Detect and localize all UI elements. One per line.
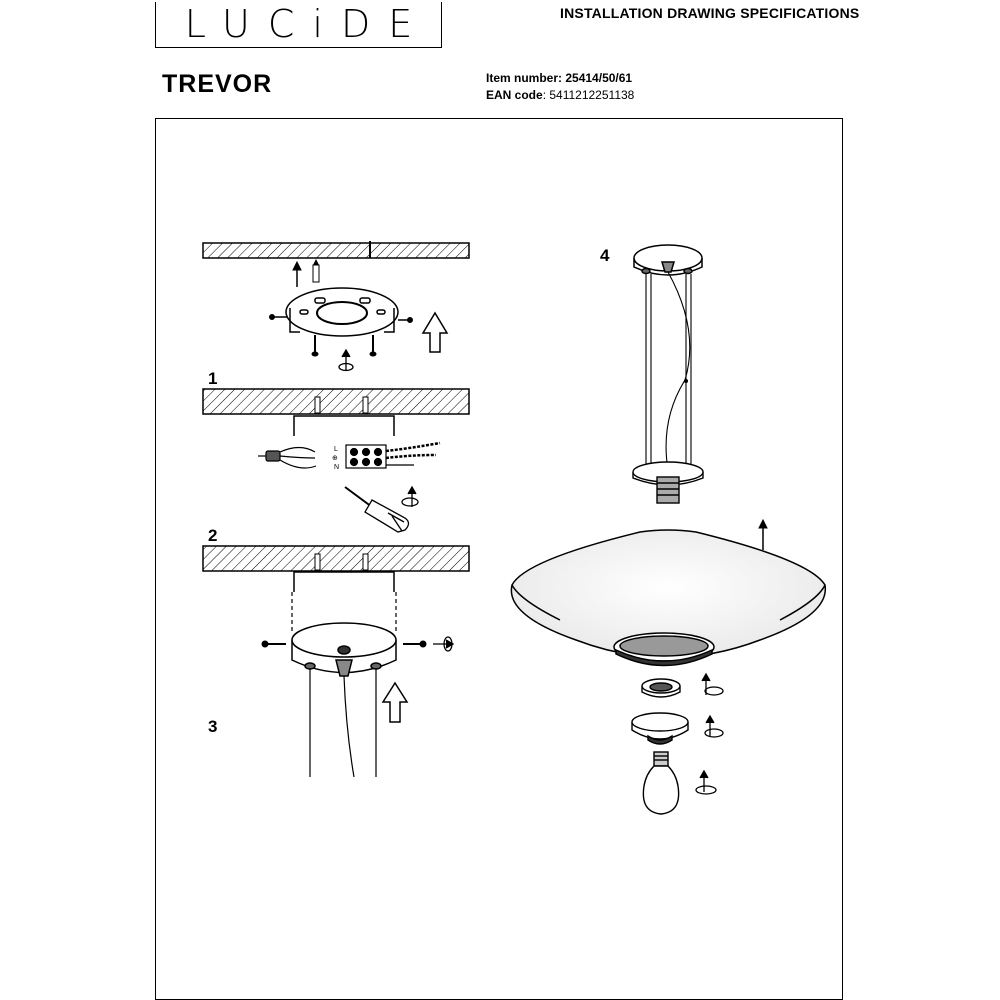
light-bulb-icon bbox=[643, 752, 678, 814]
step-number-4: 4 bbox=[600, 246, 610, 265]
ean-code-line: EAN code: 5411212251138 bbox=[486, 88, 635, 102]
ceiling-canopy bbox=[292, 623, 396, 676]
step-number-1: 1 bbox=[208, 369, 218, 388]
item-number-value: 25414/50/61 bbox=[565, 71, 633, 85]
rotate-icon bbox=[705, 716, 723, 737]
rotate-icon bbox=[339, 350, 353, 371]
rotate-icon bbox=[433, 637, 453, 651]
step-3-illustration bbox=[203, 546, 469, 777]
step-4-illustration bbox=[511, 245, 825, 814]
ceiling-section bbox=[203, 243, 469, 258]
mains-wires bbox=[258, 448, 316, 469]
rotate-icon bbox=[696, 771, 716, 794]
ceiling-section bbox=[203, 546, 469, 571]
item-number-label: Item number bbox=[486, 71, 559, 85]
ceiling-canopy bbox=[634, 245, 702, 275]
terminal-block bbox=[346, 445, 386, 468]
large-up-arrow-icon bbox=[383, 683, 407, 722]
rotate-icon bbox=[702, 674, 723, 695]
step-2-illustration bbox=[203, 389, 469, 532]
ean-code-value: 5411212251138 bbox=[549, 88, 635, 102]
rotate-icon bbox=[402, 487, 418, 507]
live-label: L bbox=[334, 446, 338, 453]
document-title: INSTALLATION DRAWING SPECIFICATIONS bbox=[560, 5, 860, 21]
earth-label: ⊕ bbox=[332, 454, 338, 462]
neutral-label: N bbox=[334, 464, 340, 471]
mounting-bracket bbox=[286, 288, 398, 336]
ean-code-label: EAN code bbox=[486, 88, 543, 102]
shade-ring bbox=[642, 679, 680, 697]
screwdriver-icon bbox=[345, 487, 409, 532]
step-number-3: 3 bbox=[208, 717, 218, 736]
brand-logo-text: LUCiDE bbox=[184, 2, 431, 46]
lamp-holder-plate bbox=[633, 462, 703, 503]
up-arrow-icon bbox=[293, 262, 301, 287]
lamp-shade bbox=[511, 530, 825, 666]
step-number-2: 2 bbox=[208, 526, 218, 545]
step-1-illustration bbox=[203, 241, 469, 371]
ceiling-section bbox=[203, 389, 469, 414]
lamp-socket bbox=[632, 713, 688, 744]
up-arrow-icon bbox=[759, 520, 767, 550]
large-up-arrow-icon bbox=[423, 313, 447, 352]
item-number-line: Item number: 25414/50/61 bbox=[486, 71, 633, 85]
product-name: TREVOR bbox=[162, 70, 273, 98]
